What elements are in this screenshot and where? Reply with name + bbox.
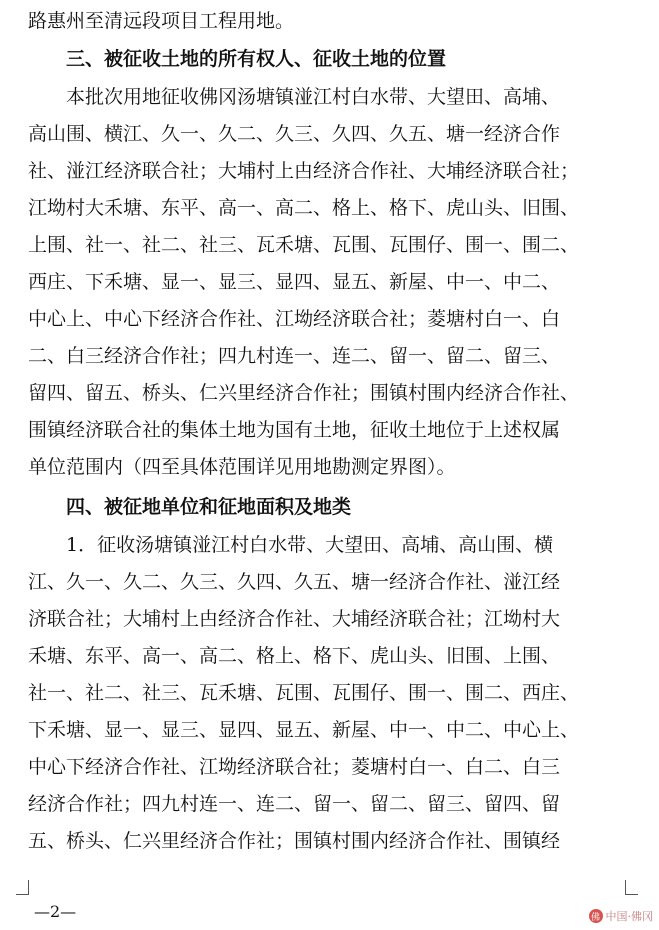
page-number: —2— — [34, 902, 77, 921]
body-line: 江、久一、久二、久三、久四、久五、塘一经济合作社、湴江经 — [28, 571, 561, 593]
watermark-logo-icon: 佛 — [589, 909, 603, 923]
watermark — [589, 908, 654, 924]
body-line: 高山围、横江、久一、久二、久三、久四、久五、塘一经济合作 — [28, 123, 561, 145]
section-heading: 三、被征收土地的所有权人、征收土地的位置 — [66, 48, 447, 70]
body-line: 留四、留五、桥头、仁兴里经济合作社；围镇村围内经济合作社、 — [28, 382, 580, 404]
crop-mark-right — [625, 880, 638, 895]
body-line: 中心上、中心下经济合作社、江坳经济联合社；菱塘村白一、白 — [28, 308, 561, 330]
body-line: 1．征收汤塘镇湴江村白水带、大望田、高埔、高山围、横 — [66, 534, 554, 556]
body-line: 社、湴江经济联合社；大埔村上甴经济合作社、大埔经济联合社； — [28, 160, 580, 182]
body-line: 五、桥头、仁兴里经济合作社；围镇村围内经济合作社、围镇经 — [28, 830, 561, 852]
body-line: 本批次用地征收佛冈汤塘镇湴江村白水带、大望田、高埔、 — [66, 86, 561, 108]
body-line: 围镇经济联合社的集体土地为国有土地，征收土地位于上述权属 — [28, 419, 561, 441]
body-line: 单位范围内（四至具体范围详见用地勘测定界图）。 — [28, 456, 456, 478]
section-heading: 四、被征地单位和征地面积及地类 — [66, 496, 352, 518]
body-line: 上围、社一、社二、社三、瓦禾塘、瓦围、瓦围仔、围一、围二、 — [28, 234, 580, 256]
body-line: 经济合作社；四九村连一、连二、留一、留二、留三、留四、留 — [28, 793, 561, 815]
body-line: 西庄、下禾塘、显一、显三、显四、显五、新屋、中一、中二、 — [28, 271, 561, 293]
body-line: 禾塘、东平、高一、高二、格上、格下、虎山头、旧围、上围、 — [28, 645, 561, 667]
body-line: 二、白三经济合作社；四九村连一、连二、留一、留二、留三、 — [28, 345, 561, 367]
body-line: 江坳村大禾塘、东平、高一、高二、格上、格下、虎山头、旧围、 — [28, 197, 580, 219]
watermark-text: 中国·佛冈 — [605, 910, 653, 923]
body-line: 中心下经济合作社、江坳经济联合社；菱塘村白一、白二、白三 — [28, 756, 561, 778]
body-line: 路惠州至清远段项目工程用地。 — [28, 10, 295, 32]
body-line: 济联合社；大埔村上甴经济合作社、大埔经济联合社；江坳村大 — [28, 608, 561, 630]
body-line: 社一、社二、社三、瓦禾塘、瓦围、瓦围仔、围一、围二、西庄、 — [28, 682, 580, 704]
body-line: 下禾塘、显一、显三、显四、显五、新屋、中一、中二、中心上、 — [28, 719, 580, 741]
crop-mark-left — [16, 880, 29, 895]
